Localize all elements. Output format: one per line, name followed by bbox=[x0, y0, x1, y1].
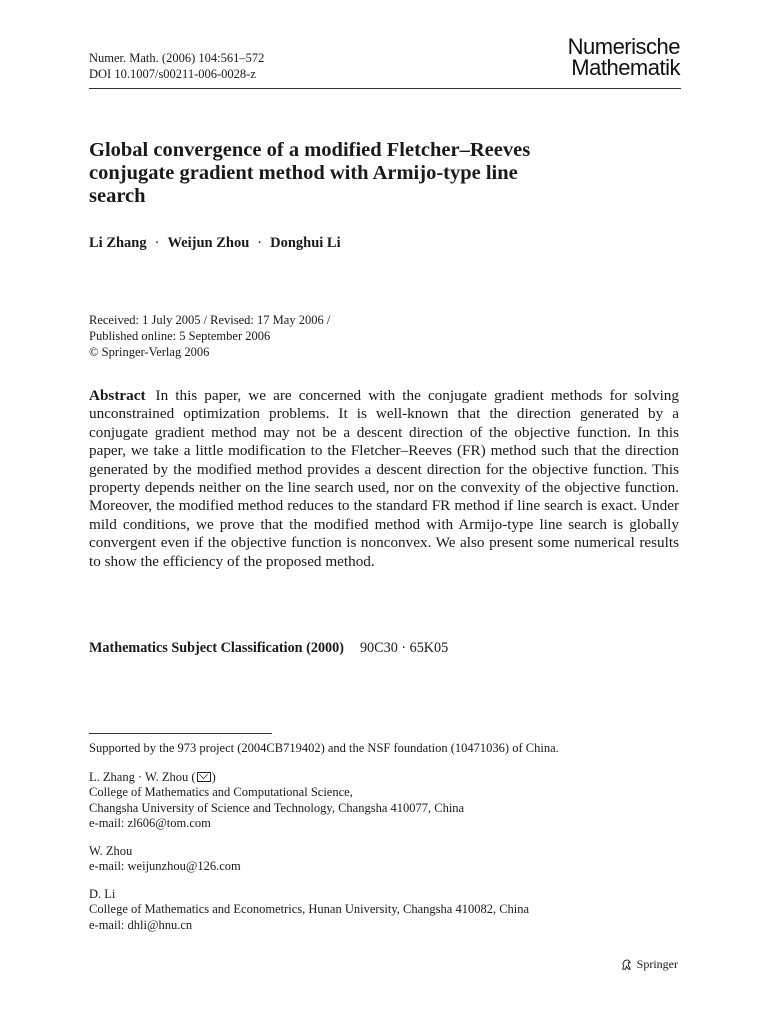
received-revised: Received: 1 July 2005 / Revised: 17 May 2006 / bbox=[89, 313, 331, 327]
author-name: Weijun Zhou bbox=[167, 235, 250, 251]
affiliation-names-text: L. Zhang · W. Zhou ( bbox=[89, 769, 196, 784]
copyright: © Springer-Verlag 2006 bbox=[89, 345, 210, 359]
affiliation-names: W. Zhou bbox=[89, 843, 133, 858]
citation-doi: DOI 10.1007/s00211-006-0028-z bbox=[89, 67, 256, 81]
msc-label: Mathematics Subject Classification (2000) bbox=[89, 640, 344, 656]
title-line: Global convergence of a modified Fletcher–Reeves bbox=[89, 139, 531, 161]
abstract-text: In this paper, we are concerned with the conjugate gradient methods for solving unconstrained optimization problems. It is well-known that the direction generated by a conjugate gradient method may not be a descent direction of the objective function. In this paper, we take a little modification to the Fletcher–Reeves (FR) method such that the direction generated by the modified method provides a descent direction for the objective function. This property depends neither on the line search used, nor on the convexity of the objective function. Moreover, the modified method reduces to the standard FR method if line search is exact. Under mild conditions, we prove that the modified method with Armijo-type line search is globally convergent even if the objective function is nonconvex. We also present some numerical results to show the efficiency of the proposed method. bbox=[89, 387, 679, 570]
affiliation-block bbox=[89, 887, 689, 934]
author-separator: · bbox=[257, 235, 263, 251]
subject-classification bbox=[89, 640, 448, 657]
header-divider bbox=[89, 88, 681, 89]
paper-title bbox=[89, 139, 649, 208]
publisher-mark bbox=[620, 957, 678, 972]
affiliation-block bbox=[89, 844, 689, 875]
footnotes bbox=[89, 741, 689, 945]
citation-header bbox=[89, 50, 264, 82]
citation-journal: Numer. Math. (2006) 104:561–572 bbox=[89, 51, 265, 65]
title-line: conjugate gradient method with Armijo-type line bbox=[89, 162, 518, 184]
abstract-label: Abstract bbox=[89, 387, 146, 404]
publisher-name: Springer bbox=[636, 957, 678, 971]
msc-codes: 90C30 · 65K05 bbox=[359, 640, 449, 656]
journal-name-line1: Numerische bbox=[567, 34, 680, 59]
affiliation-university: Changsha University of Science and Technology, Changsha 410077, China bbox=[89, 800, 465, 815]
affiliation-names-close: ) bbox=[211, 769, 216, 784]
footnote-divider bbox=[89, 733, 272, 734]
springer-horse-icon bbox=[620, 958, 633, 971]
author-list bbox=[89, 235, 341, 252]
journal-name-line2: Mathematik bbox=[571, 55, 680, 80]
affiliation-college: College of Mathematics and Econometrics, Hunan University, Changsha 410082, China bbox=[89, 902, 530, 916]
affiliation-block bbox=[89, 770, 689, 832]
publication-dates bbox=[89, 312, 330, 360]
author-separator: · bbox=[154, 235, 160, 251]
affiliation-email: e-mail: zl606@tom.com bbox=[89, 816, 211, 830]
affiliation-names bbox=[89, 770, 689, 786]
envelope-icon bbox=[197, 772, 211, 782]
published-online: Published online: 5 September 2006 bbox=[89, 329, 271, 343]
affiliation-email: e-mail: dhli@hnu.cn bbox=[89, 917, 193, 932]
abstract bbox=[89, 387, 679, 571]
journal-logo bbox=[568, 36, 680, 78]
affiliation-college: College of Mathematics and Computational Science, bbox=[89, 785, 353, 799]
affiliation-email: e-mail: weijunzhou@126.com bbox=[89, 859, 241, 873]
author-name: Li Zhang bbox=[89, 235, 147, 251]
author-name: Donghui Li bbox=[270, 235, 341, 251]
title-line: search bbox=[89, 185, 146, 207]
funding-note: Supported by the 973 project (2004CB719402) and the NSF foundation (10471036) of China. bbox=[89, 741, 559, 755]
affiliation-names: D. Li bbox=[89, 886, 116, 901]
